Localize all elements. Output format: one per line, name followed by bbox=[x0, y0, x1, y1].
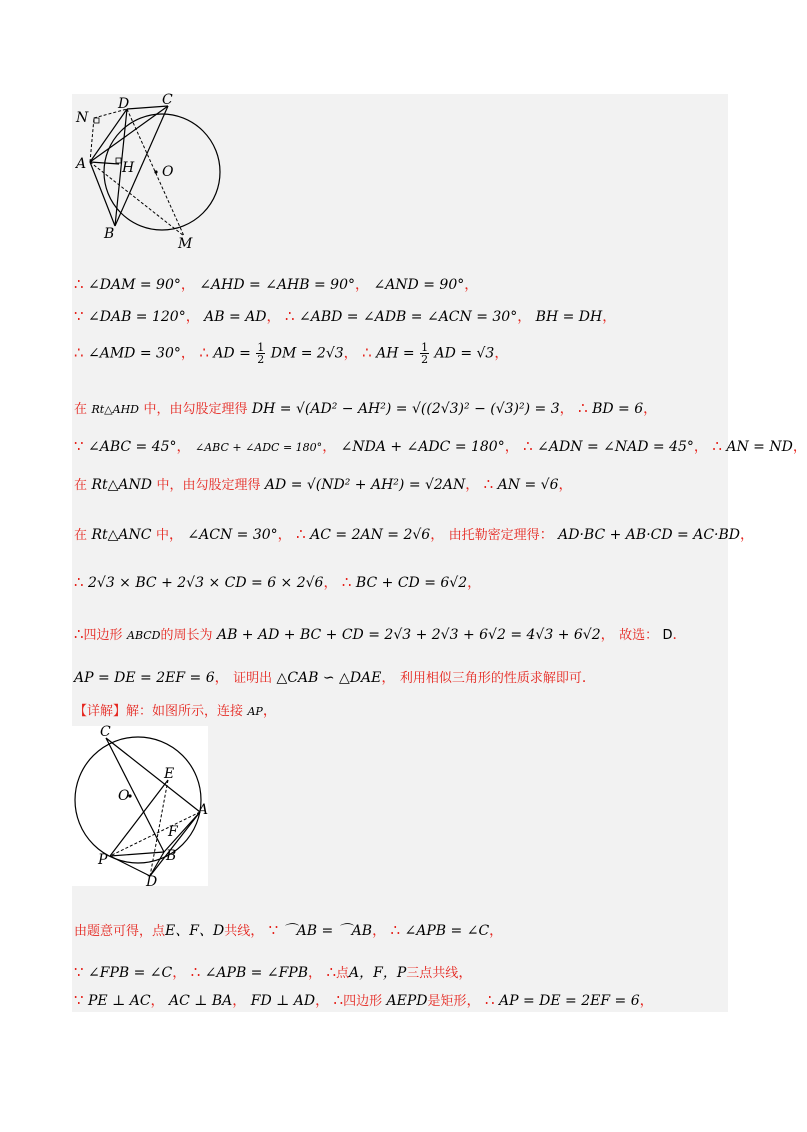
label-f: F bbox=[168, 824, 178, 840]
line-9: ∴四边形 ABCD的周长为 AB + AD + BC + CD = 2√3 + 2√3 + 6√2 = 4√3 + 6√2， 故选： D． bbox=[74, 625, 687, 643]
label-p: P bbox=[98, 852, 108, 868]
line-13: ∵ ∠FPB = ∠C， ∴ ∠APB = ∠FPB， ∴点A，F，P三点共线， bbox=[74, 963, 473, 981]
line-2: ∵ ∠DAB = 120°， AB = AD， ∴ ∠ABD = ∠ADB = ∠ACN = 30°， BH = DH， bbox=[74, 307, 617, 325]
label-n: N bbox=[76, 110, 89, 126]
label-e: E bbox=[164, 766, 175, 782]
label-o2: O bbox=[118, 788, 130, 804]
label-b2: B bbox=[166, 848, 177, 864]
line-1: ∴ ∠DAM = 90°， ∠AHD = ∠AHB = 90°， ∠AND = 90°， bbox=[74, 275, 479, 293]
label-c2: C bbox=[100, 724, 111, 740]
figure-circle-abcd bbox=[72, 94, 232, 254]
label-a2: A bbox=[198, 802, 209, 818]
line-5: ∵ ∠ABC = 45°， ∠ABC + ∠ADC = 180°， ∠NDA + ∠ADC = 180°， ∴ ∠ADN = ∠NAD = 45°， ∴ AN = ND， bbox=[74, 437, 807, 455]
label-a: A bbox=[76, 156, 87, 172]
line-6: 在 Rt△AND 中，由勾股定理得 AD = √(ND² + AH²) = √2AN， ∴ AN = √6， bbox=[74, 475, 573, 493]
line-4: 在 Rt△AHD 中，由勾股定理得 DH = √(AD² − AH²) = √((2√3)² − (√3)²) = 3， ∴ BD = 6， bbox=[74, 399, 658, 417]
line-7: 在 Rt△ANC 中， ∠ACN = 30°， ∴ AC = 2AN = 2√6， 由托勒密定理得： AD·BC + AB·CD = AC·BD， bbox=[74, 525, 755, 543]
line-11: 【详解】解：如图所示，连接 AP， bbox=[74, 703, 277, 719]
line-3: ∴ ∠AMD = 30°， ∴ AD = $\frac{1}{2}$ DM = 2√3， ∴ AH = $\frac{1}{2}$ AD = √3， bbox=[74, 341, 509, 366]
line-12: 由题意可得，点E、F、D共线， ∵ ⌒AB = ⌒AB， ∴ ∠APB = ∠C， bbox=[74, 921, 504, 939]
figure-circle-apbd bbox=[72, 724, 209, 890]
line-14: ∵ PE ⊥ AC， AC ⊥ BA， FD ⊥ AD， ∴四边形 AEPD是矩形， ∴ AP = DE = 2EF = 6， bbox=[74, 991, 654, 1009]
line-8: ∴ 2√3 × BC + 2√3 × CD = 6 × 2√6， ∴ BC + CD = 6√2， bbox=[74, 573, 482, 591]
fraction-half: $\frac{1}{2}$ bbox=[257, 341, 265, 366]
label-m: M bbox=[178, 236, 193, 252]
detail-tag: 【详解】 bbox=[74, 704, 127, 719]
label-h: H bbox=[122, 160, 135, 176]
line-10: AP = DE = 2EF = 6， 证明出 △CAB ∽ △DAE， 利用相似三角形的性质求解即可． bbox=[74, 670, 596, 686]
label-b: B bbox=[104, 226, 115, 242]
answer-choice: D bbox=[662, 628, 673, 643]
fraction-half-2: $\frac{1}{2}$ bbox=[421, 341, 429, 366]
label-d2: D bbox=[146, 874, 158, 890]
label-d: D bbox=[118, 96, 130, 112]
label-o: O bbox=[162, 164, 174, 180]
label-c: C bbox=[162, 92, 173, 108]
